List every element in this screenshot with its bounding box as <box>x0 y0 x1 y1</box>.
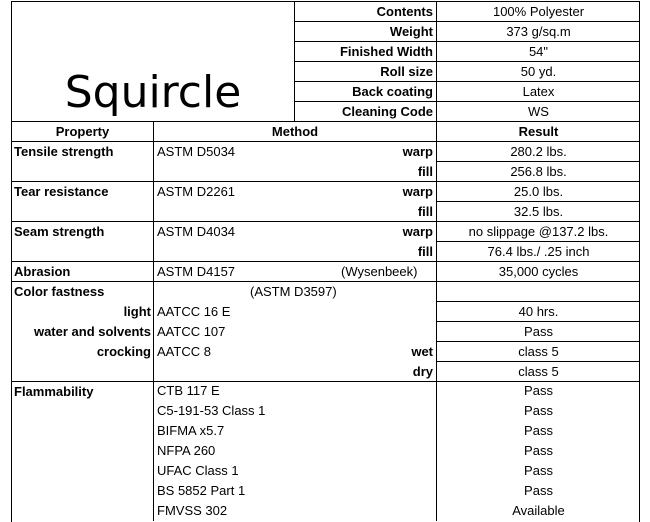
tensile-warp-result: 280.2 lbs. <box>510 144 567 159</box>
color-light-result: 40 hrs. <box>518 304 559 319</box>
property-color-fastness: Color fastness <box>14 284 105 299</box>
spec-value-contents: 100% Polyester <box>492 4 585 19</box>
color-water-result: Pass <box>524 324 553 339</box>
property-tear: Tear resistance <box>14 184 109 199</box>
header-property: Property <box>55 124 110 139</box>
color-wet-result: class 5 <box>518 344 559 359</box>
property-abrasion: Abrasion <box>14 264 71 279</box>
tensile-warp-label: warp <box>402 144 433 159</box>
tear-warp-label: warp <box>402 184 433 199</box>
brand-name: Squircle <box>64 67 242 118</box>
spec-label-roll-size: Roll size <box>380 64 433 79</box>
seam-fill-label: fill <box>417 244 433 259</box>
header-method: Method <box>271 124 319 139</box>
color-dry-result: class 5 <box>518 364 559 379</box>
spec-label-cleaning-code: Cleaning Code <box>341 104 433 119</box>
method-tear: ASTM D2261 <box>157 184 236 199</box>
flammability-method: UFAC Class 1 <box>157 463 239 478</box>
color-water-label: water and solvents <box>33 324 151 339</box>
flammability-method: BS 5852 Part 1 <box>157 483 246 498</box>
flammability-method: NFPA 260 <box>157 443 216 458</box>
tensile-fill-result: 256.8 lbs. <box>510 164 567 179</box>
tensile-fill-label: fill <box>417 164 433 179</box>
flammability-method: CTB 117 E <box>157 383 220 398</box>
flammability-result: Available <box>512 503 565 518</box>
color-dry-label: dry <box>412 364 433 379</box>
method-seam: ASTM D4034 <box>157 224 236 239</box>
tear-fill-label: fill <box>417 204 433 219</box>
abrasion-result: 35,000 cycles <box>498 264 579 279</box>
header-result: Result <box>518 124 559 139</box>
color-light-label: light <box>123 304 151 319</box>
flammability-result: Pass <box>524 483 553 498</box>
method-abrasion: ASTM D4157 <box>157 264 236 279</box>
seam-fill-result: 76.4 lbs./ .25 inch <box>487 244 590 259</box>
spec-label-contents: Contents <box>376 4 433 19</box>
seam-warp-label: warp <box>402 224 433 239</box>
abrasion-note: (Wysenbeek) <box>341 264 418 279</box>
flammability-method: FMVSS 302 <box>157 503 228 518</box>
seam-warp-result: no slippage @137.2 lbs. <box>468 224 609 239</box>
flammability-result: Pass <box>524 403 553 418</box>
color-crocking-label: crocking <box>96 344 151 359</box>
property-seam: Seam strength <box>14 224 105 239</box>
flammability-result: Pass <box>524 383 553 398</box>
tear-fill-result: 32.5 lbs. <box>513 204 564 219</box>
flammability-result: Pass <box>524 463 553 478</box>
method-tensile: ASTM D5034 <box>157 144 236 159</box>
property-flammability: Flammability <box>14 384 94 399</box>
spec-value-back-coating: Latex <box>522 84 555 99</box>
color-light-method: AATCC 16 E <box>157 304 231 319</box>
spec-label-back-coating: Back coating <box>352 84 433 99</box>
spec-value-weight: 373 g/sq.m <box>506 24 571 39</box>
spec-value-cleaning-code: WS <box>528 104 549 119</box>
spec-label-finished-width: Finished Width <box>339 44 433 59</box>
color-water-method: AATCC 107 <box>157 324 226 339</box>
spec-value-roll-size: 50 yd. <box>520 64 557 79</box>
color-wet-label: wet <box>411 344 433 359</box>
flammability-method: BIFMA x5.7 <box>157 423 225 438</box>
color-crocking-method: AATCC 8 <box>157 344 211 359</box>
spec-value-finished-width: 54" <box>528 44 549 59</box>
method-color-fastness: (ASTM D3597) <box>250 284 337 299</box>
flammability-result: Pass <box>524 423 553 438</box>
flammability-method: C5-191-53 Class 1 <box>157 403 266 418</box>
flammability-result: Pass <box>524 443 553 458</box>
property-tensile: Tensile strength <box>14 144 114 159</box>
tear-warp-result: 25.0 lbs. <box>513 184 564 199</box>
spec-label-weight: Weight <box>389 24 433 39</box>
